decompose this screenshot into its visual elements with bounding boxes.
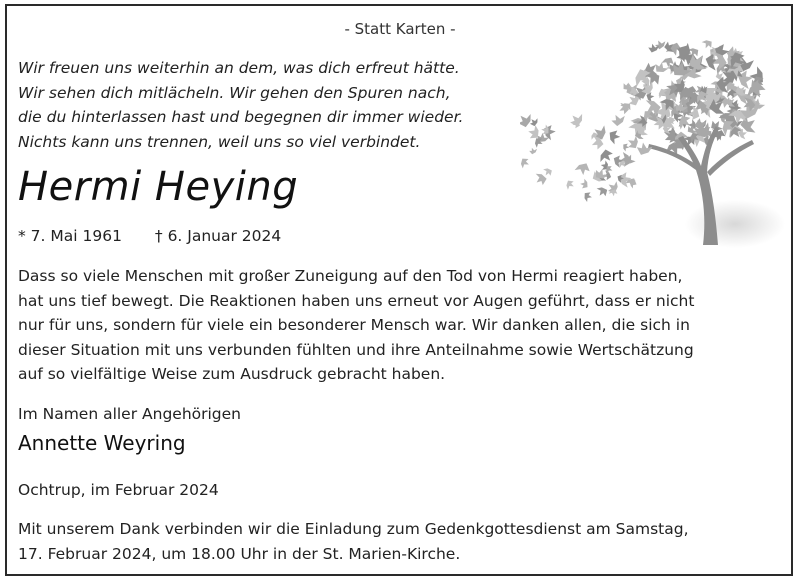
ground-shadow — [685, 200, 785, 248]
leaf-icon — [520, 157, 531, 169]
signer-name: Annette Weyring — [18, 431, 186, 455]
leaf-icon — [702, 39, 714, 51]
poem — [18, 56, 463, 154]
thank-you-text — [18, 264, 694, 387]
body-line: hat uns tief bewegt. Die Reaktionen haben uns erneut vor Augen geführt, dass er nicht — [18, 291, 695, 310]
leaf-icon — [530, 118, 538, 126]
body-line: Dass so viele Menschen mit großer Zuneigung auf den Tod von Hermi reagiert haben, — [18, 267, 683, 285]
leaf-icon — [607, 128, 624, 145]
leaf-icon — [582, 190, 594, 202]
body-line: nur für uns, sondern für viele ein besonderer Mensch war. Wir danken allen, die sich in — [18, 316, 690, 334]
canopy — [617, 39, 767, 159]
header-statt-karten: - Statt Karten - — [344, 20, 456, 38]
birth-date: * 7. Mai 1961 — [18, 227, 122, 245]
leaf-icon — [543, 168, 553, 177]
on-behalf-line: Im Namen aller Angehörigen — [18, 405, 242, 423]
body-line: auf so vielfältige Weise zum Ausdruck gebracht haben. — [18, 365, 446, 383]
leaf-icon — [575, 160, 593, 178]
leaf-icon — [597, 186, 609, 197]
footer-line: Mit unserem Dank verbinden wir die Einladung zum Gedenkgottesdienst am Samstag, — [18, 520, 689, 538]
leaf-icon — [565, 179, 576, 190]
footer-line: 17. Februar 2024, um 18.00 Uhr in der St. Marien-Kirche. — [18, 544, 461, 563]
leaf-icon — [535, 174, 547, 186]
leaf-icon — [610, 113, 624, 128]
leaf-icon — [578, 179, 590, 191]
service-invitation — [18, 517, 689, 566]
poem-line: Wir freuen uns weiterhin an dem, was dich erfreut hätte. — [18, 59, 460, 77]
deceased-name: Hermi Heying — [18, 164, 299, 210]
body-line: dieser Situation mit uns verbunden fühlten und ihre Anteilnahme sowie Wertschätzung — [18, 340, 694, 359]
poem-line: die du hinterlassen hast und begegnen dir immer wieder. — [18, 108, 464, 126]
life-dates — [18, 227, 281, 245]
leaf-icon — [647, 42, 659, 54]
leaf-icon — [528, 146, 537, 155]
place-date: Ochtrup, im Februar 2024 — [18, 481, 219, 499]
death-date: † 6. Januar 2024 — [154, 227, 282, 245]
tree-branch — [707, 140, 754, 176]
poem-line: Wir sehen dich mitlächeln. Wir gehen den Spuren nach, — [18, 83, 451, 102]
tree-leaves-icon — [520, 30, 785, 250]
leaf-icon — [520, 114, 531, 127]
poem-line: Nichts kann uns trennen, weil uns so viel verbindet. — [18, 132, 421, 151]
leaf-icon — [600, 149, 613, 162]
